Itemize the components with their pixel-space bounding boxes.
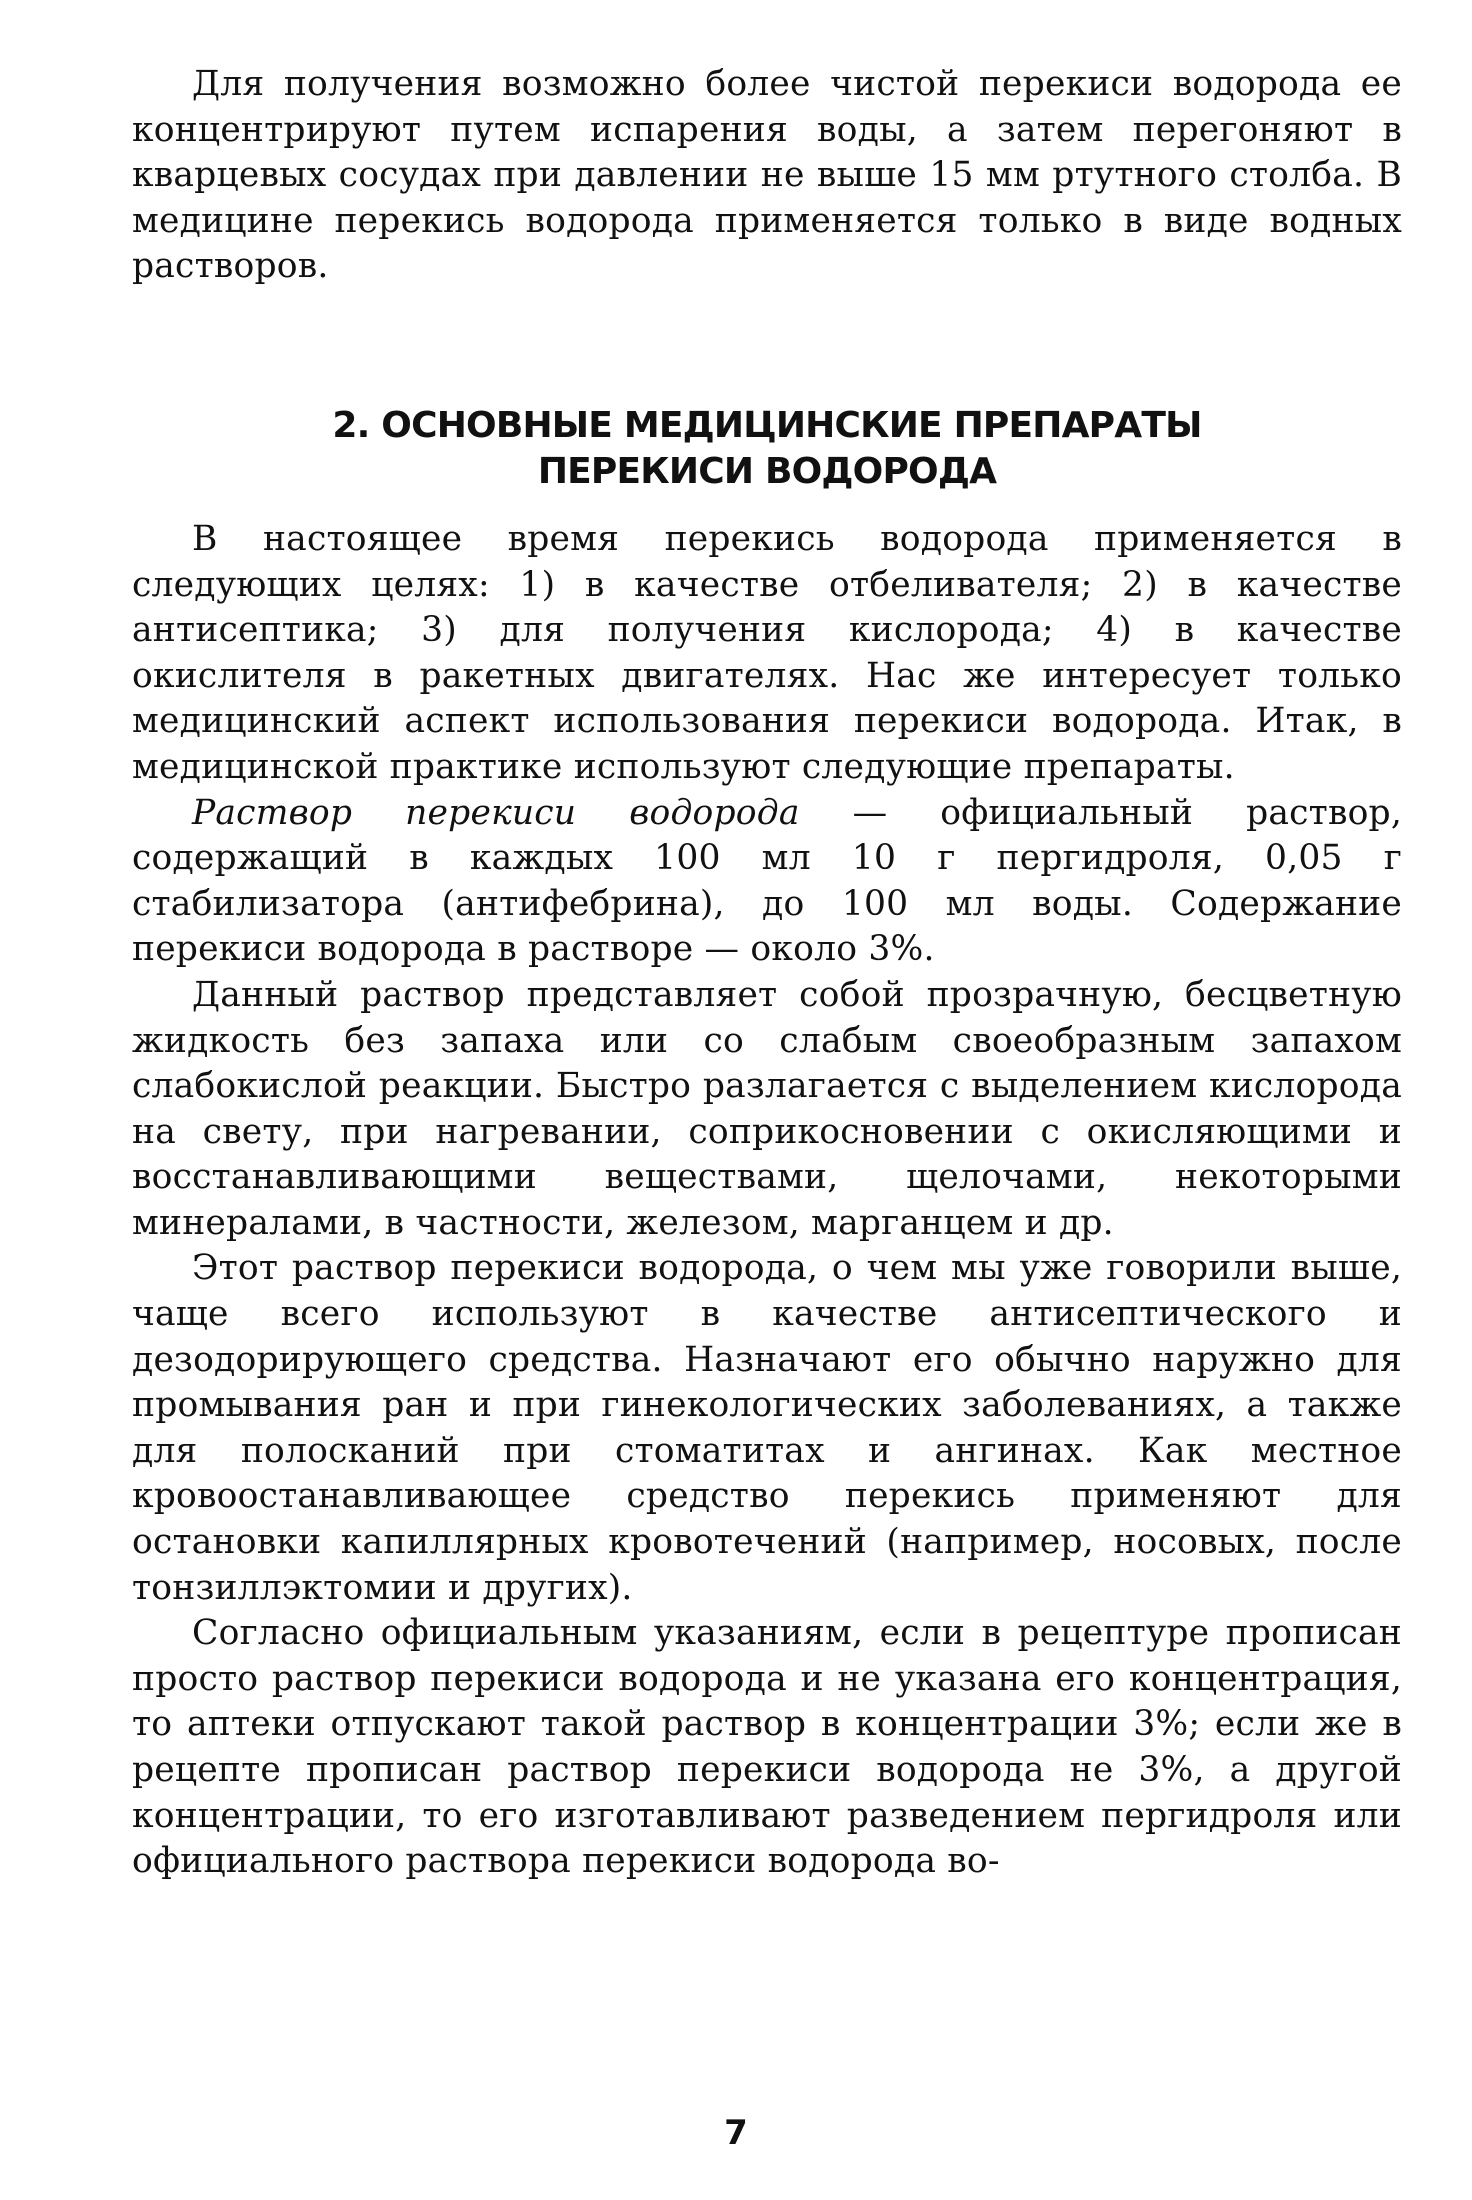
paragraph-applications: Этот раствор перекиси водорода, о чем мы уже говорили выше, чаще всего используют в качестве антисептического и дезодорирующего средства. Назначают его обычно наружно для промывания ран и при гинекологических заболеваниях, а также для полосканий при стоматитах и ангинах. Как местное кровоостанавливающее средство перекись применяют для остановки капиллярных кровотечений (например, носовых, после тонзиллэктомии и других).	[132, 1248, 1402, 1608]
section-heading-line-2: ПЕРЕКИСИ ВОДОРОДА	[537, 450, 997, 492]
page-body	[132, 62, 1402, 1885]
section-heading	[132, 403, 1402, 495]
intro-paragraph: Для получения возможно более чистой перекиси водорода ее концентрируют путем испарения воды, а затем перегоняют в кварцевых сосудах при давлении не выше 15 мм ртутного столба. В медицине перекись водорода применяется только в виде водных растворов.	[132, 64, 1402, 287]
paragraph-uses: В настоящее время перекись водорода применяется в следующих целях: 1) в качестве отбеливателя; 2) в качестве антисептика; 3) для получения кислорода; 4) в качестве окислителя в ракетных двигателях. Нас же интересует только медицинский аспект использования перекиси водорода. Итак, в медицинской практике используют следующие препараты.	[132, 518, 1402, 787]
paragraph-properties: Данный раствор представляет собой прозрачную, бесцветную жидкость без запаха или со слабым своеобразным запахом слабокислой реакции. Быстро разлагается с выделением кислорода на свету, при нагревании, соприкосновении с окисляющими и восстанавливающими веществами, щелочами, некоторыми минералами, в частности, железом, марганцем и др.	[132, 974, 1402, 1243]
paragraph-official-instructions: Согласно официальным указаниям, если в рецептуре прописан просто раствор перекиси водорода и не указана его концентрация, то аптеки отпускают такой раствор в концентрации 3%; если же в рецепте прописан раствор перекиси водорода не 3%, а другой концентрации, то его изготавливают разведением пергидроля или официального раствора перекиси водорода во-	[132, 1613, 1402, 1882]
paragraph-solution-definition-text: — официальный раствор, содержащий в каждых 100 мл 10 г пергидроля, 0,05 г стабилизатора (антифебрина), до 100 мл воды. Содержание перекиси водорода в растворе — около 3%.	[132, 792, 1402, 970]
page-number: 7	[724, 2113, 748, 2153]
section-heading-line-1: 2. ОСНОВНЫЕ МЕДИЦИНСКИЕ ПРЕПАРАТЫ	[332, 404, 1202, 446]
term-solution: Раствор перекиси водорода	[192, 792, 800, 833]
paragraph-solution-definition	[132, 791, 1402, 973]
